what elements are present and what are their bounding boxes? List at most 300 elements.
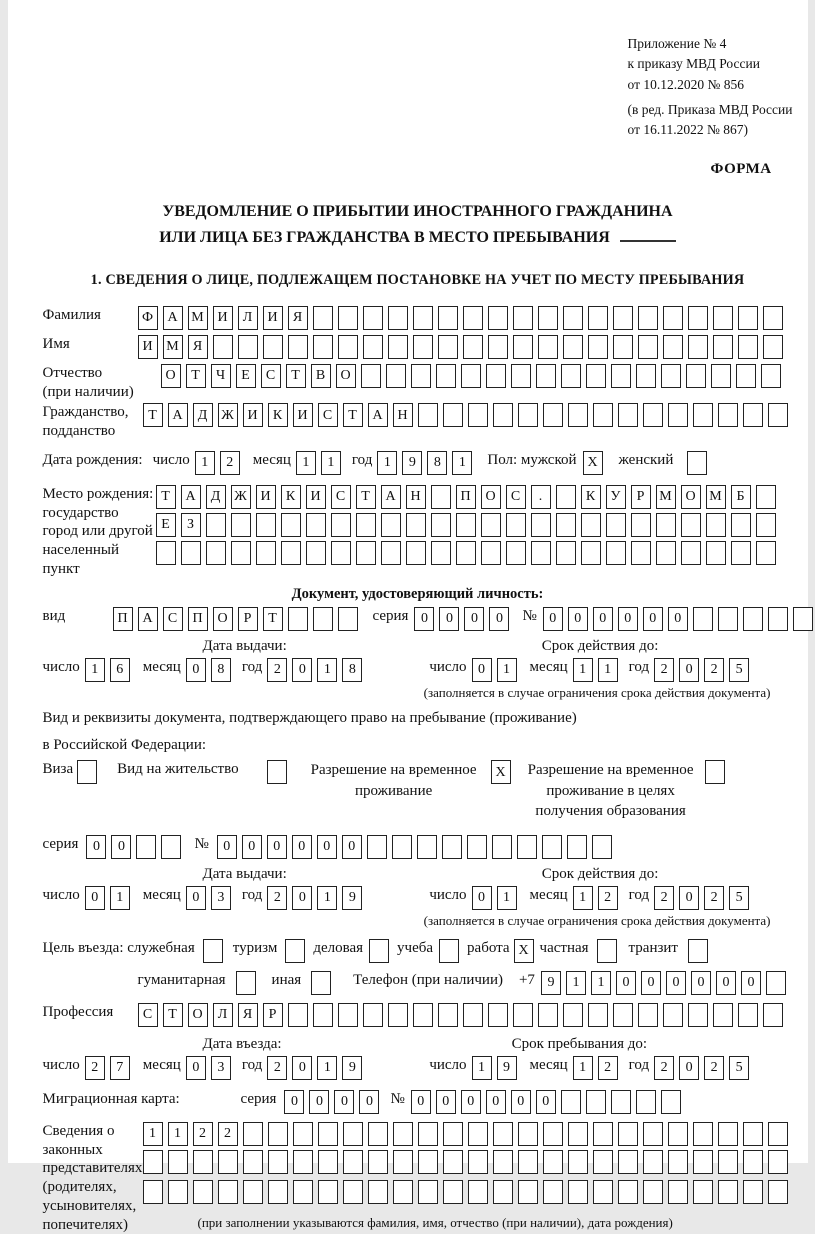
char-box[interactable]: 9 — [342, 1056, 362, 1080]
char-box[interactable]: 1 — [598, 658, 618, 682]
char-box[interactable]: А — [138, 607, 158, 631]
char-box[interactable]: X — [491, 760, 511, 784]
char-box[interactable]: Т — [163, 1003, 183, 1027]
char-box[interactable] — [556, 541, 576, 565]
char-box[interactable]: 2 — [704, 658, 724, 682]
char-box[interactable]: Д — [193, 403, 213, 427]
char-box[interactable]: Л — [238, 306, 258, 330]
char-box[interactable]: 5 — [729, 886, 749, 910]
char-box[interactable]: 0 — [309, 1090, 329, 1114]
char-box[interactable] — [663, 306, 683, 330]
char-box[interactable] — [418, 1180, 438, 1204]
char-box[interactable] — [231, 541, 251, 565]
char-box[interactable] — [561, 364, 581, 388]
char-box[interactable] — [486, 364, 506, 388]
char-box[interactable] — [388, 306, 408, 330]
purpose-work-checkbox[interactable] — [514, 939, 534, 963]
char-box[interactable]: 1 — [317, 658, 337, 682]
char-box[interactable] — [693, 607, 713, 631]
char-box[interactable] — [688, 1003, 708, 1027]
char-box[interactable]: 0 — [472, 658, 492, 682]
char-box[interactable] — [768, 1180, 788, 1204]
char-box[interactable] — [313, 1003, 333, 1027]
stay-month-boxes[interactable] — [573, 1056, 623, 1080]
char-box[interactable] — [713, 306, 733, 330]
purpose-transit-checkbox[interactable] — [688, 939, 708, 963]
char-box[interactable] — [393, 1150, 413, 1174]
birth-year-boxes[interactable] — [377, 451, 477, 475]
char-box[interactable] — [388, 1003, 408, 1027]
char-box[interactable]: Е — [156, 513, 176, 537]
char-box[interactable] — [338, 335, 358, 359]
char-box[interactable] — [543, 1150, 563, 1174]
char-box[interactable] — [611, 364, 631, 388]
char-box[interactable]: 0 — [436, 1090, 456, 1114]
char-box[interactable] — [593, 403, 613, 427]
char-box[interactable]: 0 — [643, 607, 663, 631]
char-box[interactable]: 0 — [536, 1090, 556, 1114]
char-box[interactable] — [318, 1122, 338, 1146]
char-box[interactable] — [331, 513, 351, 537]
char-box[interactable] — [581, 541, 601, 565]
char-box[interactable] — [438, 335, 458, 359]
char-box[interactable]: . — [531, 485, 551, 509]
char-box[interactable]: 9 — [497, 1056, 517, 1080]
char-box[interactable] — [656, 541, 676, 565]
char-box[interactable] — [288, 1003, 308, 1027]
char-box[interactable] — [731, 513, 751, 537]
char-box[interactable] — [713, 1003, 733, 1027]
char-box[interactable]: Р — [238, 607, 258, 631]
char-box[interactable] — [363, 335, 383, 359]
citizenship-boxes[interactable] — [143, 403, 793, 427]
given-name-boxes[interactable] — [138, 335, 788, 359]
rvp-issue-month-boxes[interactable] — [186, 886, 236, 910]
char-box[interactable] — [517, 835, 537, 859]
rvp-series-boxes[interactable] — [86, 835, 186, 859]
birth-month-boxes[interactable] — [296, 451, 346, 475]
char-box[interactable] — [361, 364, 381, 388]
char-box[interactable] — [563, 306, 583, 330]
char-box[interactable] — [381, 513, 401, 537]
char-box[interactable]: 0 — [414, 607, 434, 631]
char-box[interactable] — [586, 364, 606, 388]
doc-issue-year-boxes[interactable] — [267, 658, 367, 682]
char-box[interactable] — [488, 1003, 508, 1027]
rvp-valid-day-boxes[interactable] — [472, 886, 522, 910]
char-box[interactable] — [443, 1122, 463, 1146]
char-box[interactable] — [413, 306, 433, 330]
char-box[interactable] — [213, 335, 233, 359]
char-box[interactable]: О — [681, 485, 701, 509]
char-box[interactable]: М — [706, 485, 726, 509]
char-box[interactable] — [763, 1003, 783, 1027]
char-box[interactable] — [681, 541, 701, 565]
char-box[interactable]: П — [456, 485, 476, 509]
char-box[interactable] — [343, 1122, 363, 1146]
char-box[interactable] — [768, 1122, 788, 1146]
profession-boxes[interactable] — [138, 1003, 788, 1027]
char-box[interactable] — [643, 1180, 663, 1204]
char-box[interactable] — [343, 1150, 363, 1174]
char-box[interactable] — [293, 1122, 313, 1146]
char-box[interactable]: 2 — [267, 1056, 287, 1080]
char-box[interactable] — [597, 939, 617, 963]
char-box[interactable]: 2 — [85, 1056, 105, 1080]
char-box[interactable] — [267, 760, 287, 784]
char-box[interactable] — [561, 1090, 581, 1114]
char-box[interactable] — [443, 1150, 463, 1174]
char-box[interactable] — [581, 513, 601, 537]
char-box[interactable] — [203, 939, 223, 963]
char-box[interactable]: 0 — [668, 607, 688, 631]
char-box[interactable]: 1 — [573, 1056, 593, 1080]
char-box[interactable]: О — [481, 485, 501, 509]
char-box[interactable] — [718, 607, 738, 631]
char-box[interactable]: 0 — [472, 886, 492, 910]
char-box[interactable]: 0 — [111, 835, 131, 859]
char-box[interactable]: 0 — [641, 971, 661, 995]
purpose-humanitarian-checkbox[interactable] — [236, 971, 256, 995]
char-box[interactable] — [418, 1150, 438, 1174]
char-box[interactable] — [288, 335, 308, 359]
char-box[interactable] — [663, 1003, 683, 1027]
char-box[interactable] — [568, 1180, 588, 1204]
char-box[interactable]: Я — [288, 306, 308, 330]
char-box[interactable] — [493, 1180, 513, 1204]
char-box[interactable] — [386, 364, 406, 388]
char-box[interactable]: Т — [263, 607, 283, 631]
char-box[interactable] — [518, 403, 538, 427]
char-box[interactable] — [686, 364, 706, 388]
char-box[interactable] — [606, 513, 626, 537]
char-box[interactable] — [268, 1150, 288, 1174]
char-box[interactable]: 0 — [679, 658, 699, 682]
char-box[interactable]: 0 — [317, 835, 337, 859]
doc-valid-day-boxes[interactable] — [472, 658, 522, 682]
char-box[interactable]: 0 — [292, 835, 312, 859]
purpose-other-checkbox[interactable] — [311, 971, 331, 995]
char-box[interactable]: В — [311, 364, 331, 388]
char-box[interactable] — [688, 306, 708, 330]
char-box[interactable]: О — [188, 1003, 208, 1027]
doc-number-boxes[interactable] — [543, 607, 815, 631]
char-box[interactable] — [763, 335, 783, 359]
char-box[interactable] — [793, 607, 813, 631]
doc-kind-boxes[interactable] — [113, 607, 363, 631]
char-box[interactable] — [661, 1090, 681, 1114]
char-box[interactable]: 0 — [618, 607, 638, 631]
char-box[interactable]: С — [506, 485, 526, 509]
char-box[interactable] — [718, 1180, 738, 1204]
char-box[interactable] — [606, 541, 626, 565]
char-box[interactable] — [492, 835, 512, 859]
char-box[interactable] — [543, 1122, 563, 1146]
phone-boxes[interactable] — [541, 971, 791, 995]
char-box[interactable]: О — [161, 364, 181, 388]
char-box[interactable]: 8 — [427, 451, 447, 475]
char-box[interactable] — [331, 541, 351, 565]
char-box[interactable] — [318, 1150, 338, 1174]
sex-male-checkbox[interactable] — [583, 451, 603, 475]
char-box[interactable] — [738, 306, 758, 330]
char-box[interactable] — [281, 541, 301, 565]
char-box[interactable] — [481, 541, 501, 565]
char-box[interactable] — [243, 1180, 263, 1204]
char-box[interactable] — [306, 513, 326, 537]
char-box[interactable] — [643, 403, 663, 427]
char-box[interactable] — [618, 1150, 638, 1174]
char-box[interactable] — [318, 1180, 338, 1204]
char-box[interactable] — [443, 1180, 463, 1204]
char-box[interactable] — [417, 835, 437, 859]
char-box[interactable]: 0 — [543, 607, 563, 631]
char-box[interactable] — [643, 1150, 663, 1174]
char-box[interactable]: П — [113, 607, 133, 631]
stay-year-boxes[interactable] — [654, 1056, 754, 1080]
char-box[interactable] — [388, 335, 408, 359]
char-box[interactable]: И — [138, 335, 158, 359]
doc-issue-month-boxes[interactable] — [186, 658, 236, 682]
char-box[interactable]: 2 — [218, 1122, 238, 1146]
char-box[interactable] — [393, 1122, 413, 1146]
char-box[interactable] — [313, 306, 333, 330]
char-box[interactable]: 1 — [573, 886, 593, 910]
char-box[interactable]: Н — [393, 403, 413, 427]
char-box[interactable] — [338, 607, 358, 631]
char-box[interactable] — [293, 1180, 313, 1204]
representatives-boxes-row3[interactable] — [143, 1180, 793, 1204]
char-box[interactable] — [656, 513, 676, 537]
char-box[interactable]: 2 — [654, 1056, 674, 1080]
char-box[interactable] — [743, 1180, 763, 1204]
char-box[interactable] — [161, 835, 181, 859]
char-box[interactable] — [463, 1003, 483, 1027]
char-box[interactable] — [411, 364, 431, 388]
char-box[interactable]: 9 — [342, 886, 362, 910]
birth-place-boxes-row1[interactable] — [156, 485, 781, 509]
char-box[interactable] — [743, 403, 763, 427]
char-box[interactable] — [631, 541, 651, 565]
char-box[interactable] — [618, 1180, 638, 1204]
char-box[interactable]: С — [318, 403, 338, 427]
char-box[interactable]: А — [368, 403, 388, 427]
char-box[interactable]: Я — [188, 335, 208, 359]
char-box[interactable]: 1 — [377, 451, 397, 475]
char-box[interactable] — [506, 513, 526, 537]
char-box[interactable]: 0 — [267, 835, 287, 859]
char-box[interactable] — [313, 607, 333, 631]
char-box[interactable] — [77, 760, 97, 784]
char-box[interactable] — [593, 1122, 613, 1146]
char-box[interactable] — [181, 541, 201, 565]
char-box[interactable] — [518, 1122, 538, 1146]
char-box[interactable] — [563, 1003, 583, 1027]
char-box[interactable] — [406, 541, 426, 565]
doc-issue-day-boxes[interactable] — [85, 658, 135, 682]
char-box[interactable]: 6 — [110, 658, 130, 682]
char-box[interactable] — [743, 607, 763, 631]
char-box[interactable] — [356, 513, 376, 537]
char-box[interactable]: 9 — [541, 971, 561, 995]
rvp-education-checkbox[interactable] — [705, 760, 725, 784]
char-box[interactable] — [393, 1180, 413, 1204]
char-box[interactable] — [542, 835, 562, 859]
char-box[interactable]: 1 — [472, 1056, 492, 1080]
char-box[interactable] — [568, 1122, 588, 1146]
char-box[interactable] — [768, 403, 788, 427]
char-box[interactable] — [243, 1150, 263, 1174]
doc-series-boxes[interactable] — [414, 607, 514, 631]
char-box[interactable]: 1 — [317, 1056, 337, 1080]
char-box[interactable]: 2 — [598, 886, 618, 910]
char-box[interactable] — [369, 939, 389, 963]
char-box[interactable] — [256, 513, 276, 537]
rvp-valid-year-boxes[interactable] — [654, 886, 754, 910]
char-box[interactable] — [556, 513, 576, 537]
char-box[interactable] — [543, 1180, 563, 1204]
char-box[interactable] — [439, 939, 459, 963]
char-box[interactable]: 1 — [497, 658, 517, 682]
char-box[interactable] — [668, 1150, 688, 1174]
char-box[interactable] — [443, 403, 463, 427]
char-box[interactable] — [538, 1003, 558, 1027]
char-box[interactable]: 0 — [486, 1090, 506, 1114]
char-box[interactable] — [418, 403, 438, 427]
char-box[interactable]: 0 — [292, 658, 312, 682]
char-box[interactable] — [756, 513, 776, 537]
char-box[interactable]: 0 — [593, 607, 613, 631]
char-box[interactable] — [463, 335, 483, 359]
char-box[interactable]: 0 — [334, 1090, 354, 1114]
char-box[interactable] — [285, 939, 305, 963]
char-box[interactable] — [168, 1150, 188, 1174]
purpose-tourism-checkbox[interactable] — [285, 939, 305, 963]
entry-day-boxes[interactable] — [85, 1056, 135, 1080]
char-box[interactable]: 0 — [411, 1090, 431, 1114]
char-box[interactable] — [431, 485, 451, 509]
char-box[interactable] — [593, 1150, 613, 1174]
char-box[interactable]: Т — [286, 364, 306, 388]
char-box[interactable] — [431, 541, 451, 565]
char-box[interactable]: 8 — [342, 658, 362, 682]
char-box[interactable]: Б — [731, 485, 751, 509]
char-box[interactable]: 1 — [321, 451, 341, 475]
char-box[interactable]: X — [514, 939, 534, 963]
char-box[interactable] — [638, 1003, 658, 1027]
char-box[interactable]: 0 — [464, 607, 484, 631]
char-box[interactable]: 0 — [568, 607, 588, 631]
char-box[interactable] — [718, 1122, 738, 1146]
char-box[interactable]: 1 — [168, 1122, 188, 1146]
char-box[interactable] — [731, 541, 751, 565]
char-box[interactable]: К — [268, 403, 288, 427]
char-box[interactable] — [506, 541, 526, 565]
char-box[interactable] — [456, 513, 476, 537]
char-box[interactable] — [413, 1003, 433, 1027]
char-box[interactable]: 1 — [296, 451, 316, 475]
char-box[interactable] — [338, 306, 358, 330]
char-box[interactable] — [613, 1003, 633, 1027]
char-box[interactable]: 0 — [292, 886, 312, 910]
char-box[interactable]: 0 — [439, 607, 459, 631]
char-box[interactable] — [538, 335, 558, 359]
char-box[interactable]: И — [263, 306, 283, 330]
doc-valid-year-boxes[interactable] — [654, 658, 754, 682]
char-box[interactable] — [343, 1180, 363, 1204]
birth-place-boxes-row2[interactable] — [156, 513, 781, 537]
char-box[interactable]: Д — [206, 485, 226, 509]
char-box[interactable]: 0 — [461, 1090, 481, 1114]
char-box[interactable] — [368, 1122, 388, 1146]
char-box[interactable] — [436, 364, 456, 388]
rvp-issue-year-boxes[interactable] — [267, 886, 367, 910]
char-box[interactable] — [513, 306, 533, 330]
char-box[interactable]: Н — [406, 485, 426, 509]
char-box[interactable]: 1 — [591, 971, 611, 995]
char-box[interactable] — [442, 835, 462, 859]
char-box[interactable] — [456, 541, 476, 565]
purpose-study-checkbox[interactable] — [439, 939, 459, 963]
char-box[interactable]: 0 — [616, 971, 636, 995]
char-box[interactable] — [711, 364, 731, 388]
char-box[interactable] — [618, 403, 638, 427]
char-box[interactable] — [218, 1150, 238, 1174]
char-box[interactable] — [493, 1150, 513, 1174]
representatives-boxes-row1[interactable] — [143, 1122, 793, 1146]
char-box[interactable]: 1 — [452, 451, 472, 475]
char-box[interactable] — [613, 335, 633, 359]
char-box[interactable] — [588, 306, 608, 330]
char-box[interactable] — [687, 451, 707, 475]
char-box[interactable]: Е — [236, 364, 256, 388]
char-box[interactable] — [592, 835, 612, 859]
char-box[interactable] — [586, 1090, 606, 1114]
char-box[interactable] — [193, 1150, 213, 1174]
char-box[interactable] — [638, 306, 658, 330]
char-box[interactable] — [206, 513, 226, 537]
char-box[interactable]: 0 — [292, 1056, 312, 1080]
char-box[interactable]: Р — [263, 1003, 283, 1027]
char-box[interactable]: 3 — [211, 886, 231, 910]
char-box[interactable]: 0 — [186, 1056, 206, 1080]
char-box[interactable]: 0 — [666, 971, 686, 995]
char-box[interactable] — [493, 1122, 513, 1146]
entry-year-boxes[interactable] — [267, 1056, 367, 1080]
char-box[interactable] — [768, 1150, 788, 1174]
char-box[interactable] — [418, 1122, 438, 1146]
char-box[interactable] — [156, 541, 176, 565]
migration-number-boxes[interactable] — [411, 1090, 686, 1114]
char-box[interactable] — [706, 513, 726, 537]
migration-series-boxes[interactable] — [284, 1090, 384, 1114]
char-box[interactable]: Ж — [231, 485, 251, 509]
char-box[interactable] — [668, 1180, 688, 1204]
char-box[interactable] — [636, 1090, 656, 1114]
char-box[interactable] — [556, 485, 576, 509]
char-box[interactable]: 1 — [110, 886, 130, 910]
char-box[interactable]: С — [138, 1003, 158, 1027]
char-box[interactable] — [356, 541, 376, 565]
char-box[interactable] — [756, 485, 776, 509]
char-box[interactable] — [431, 513, 451, 537]
birth-place-boxes-row3[interactable] — [156, 541, 781, 565]
char-box[interactable]: Л — [213, 1003, 233, 1027]
char-box[interactable] — [568, 403, 588, 427]
char-box[interactable]: 0 — [217, 835, 237, 859]
char-box[interactable] — [538, 306, 558, 330]
char-box[interactable]: Т — [343, 403, 363, 427]
